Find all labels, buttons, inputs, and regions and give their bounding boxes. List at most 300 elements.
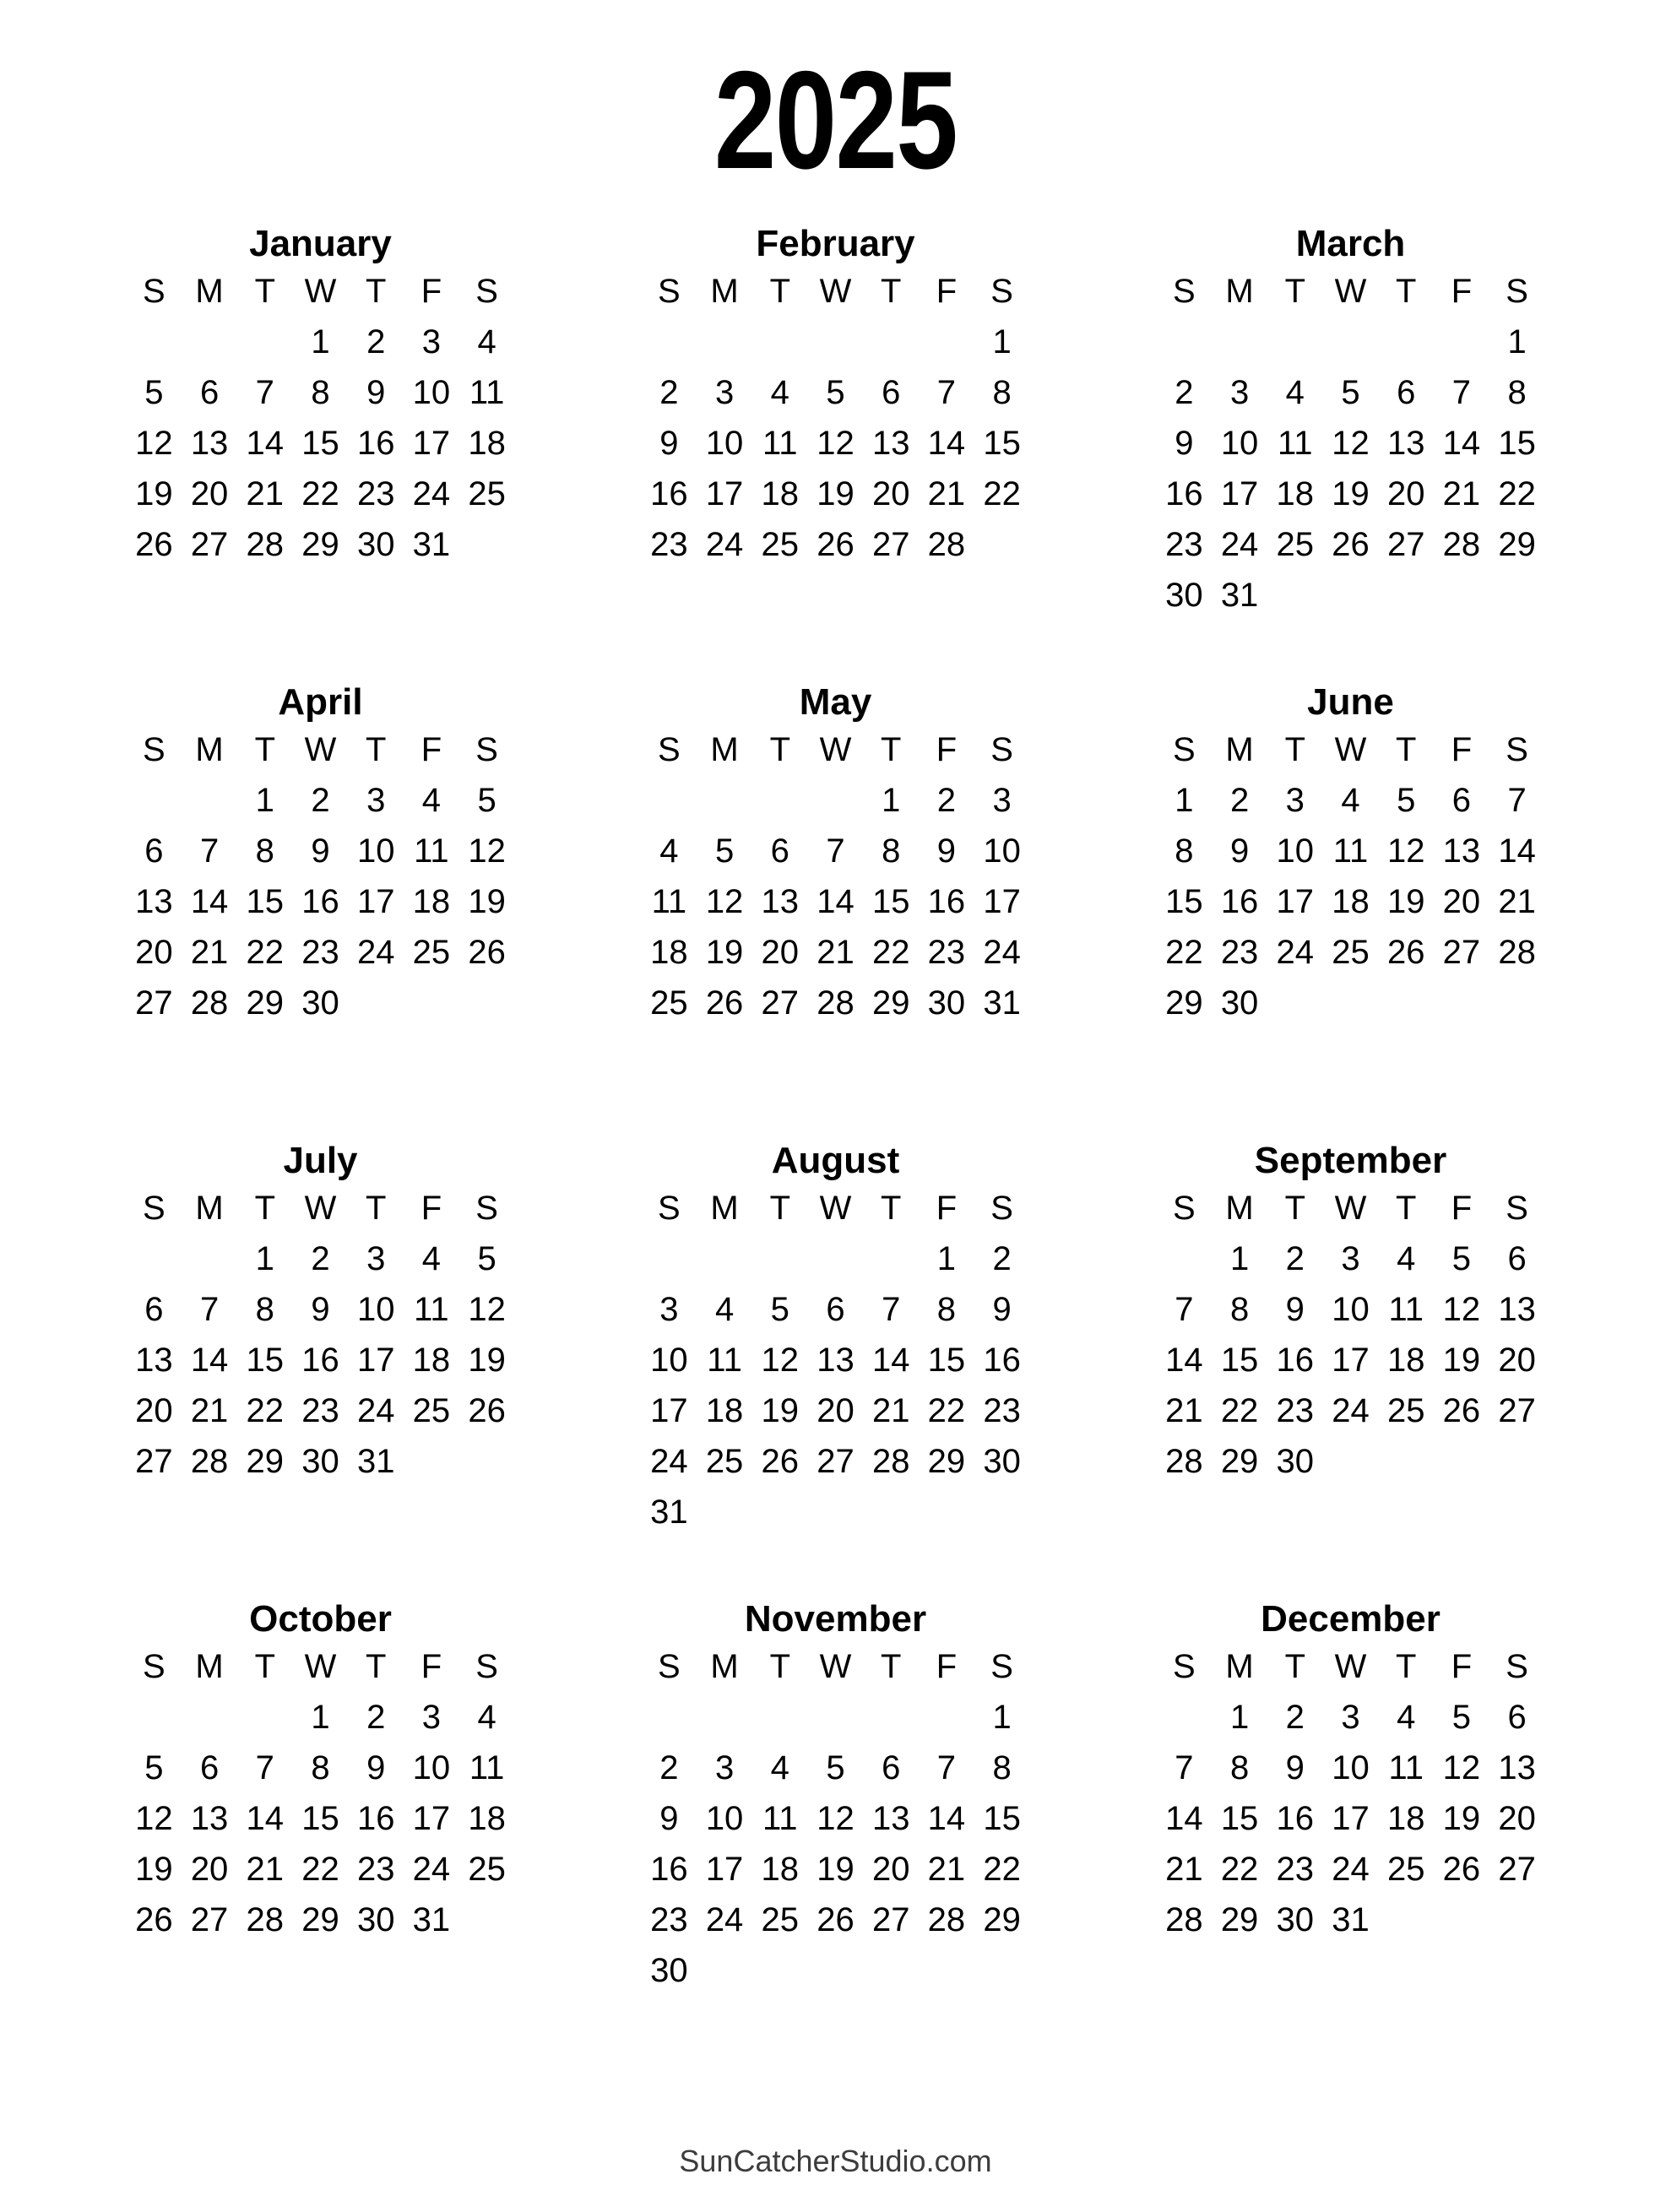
empty-cell xyxy=(459,978,515,1028)
day-header: F xyxy=(420,273,442,310)
month-block-december xyxy=(1157,1597,1545,1996)
date-cell: 6 xyxy=(1397,374,1416,411)
date-cell: 22 xyxy=(1498,475,1536,512)
date-cell: 13 xyxy=(1386,425,1425,462)
empty-cell xyxy=(127,1233,182,1284)
date-cell: 22 xyxy=(246,934,285,971)
date-cell: 18 xyxy=(412,1342,451,1379)
date-cell: 22 xyxy=(927,1392,966,1429)
month-block-november xyxy=(642,1597,1030,1996)
date-cell: 27 xyxy=(1386,526,1425,563)
date-cell: 13 xyxy=(1498,1291,1536,1328)
month-grid xyxy=(127,1183,515,1487)
day-header: W xyxy=(819,273,852,310)
empty-cell xyxy=(1434,570,1489,621)
day-header: T xyxy=(1395,1648,1417,1685)
date-cell: 18 xyxy=(1276,475,1315,512)
day-header: S xyxy=(1173,1648,1196,1685)
date-cell: 17 xyxy=(1220,475,1259,512)
date-cell: 29 xyxy=(983,1901,1021,1938)
day-header: M xyxy=(710,1190,739,1227)
empty-cell xyxy=(459,1895,515,1945)
date-cell: 24 xyxy=(983,934,1021,971)
date-cell: 19 xyxy=(1442,1342,1481,1379)
date-cell: 4 xyxy=(1285,374,1305,411)
date-cell: 20 xyxy=(190,1851,229,1888)
date-cell: 15 xyxy=(301,1800,339,1837)
date-cell: 2 xyxy=(1285,1240,1305,1277)
date-cell: 4 xyxy=(770,1749,789,1786)
day-header: S xyxy=(658,1190,681,1227)
date-cell: 24 xyxy=(650,1443,688,1480)
date-cell: 14 xyxy=(927,425,966,462)
date-cell: 4 xyxy=(770,374,789,411)
day-header: S xyxy=(658,273,681,310)
date-cell: 2 xyxy=(936,782,957,819)
date-cell: 16 xyxy=(301,1342,339,1379)
date-cell: 31 xyxy=(1220,577,1259,614)
day-header: F xyxy=(936,1648,958,1685)
date-cell: 7 xyxy=(1175,1291,1194,1328)
date-cell: 17 xyxy=(412,425,451,462)
day-header: M xyxy=(1225,1648,1254,1685)
date-cell: 16 xyxy=(301,883,339,920)
empty-cell xyxy=(237,317,293,367)
date-cell: 7 xyxy=(199,832,220,870)
empty-cell xyxy=(1489,978,1545,1028)
date-cell: 5 xyxy=(477,1240,496,1277)
date-cell: 2 xyxy=(659,374,679,411)
date-cell: 11 xyxy=(1278,425,1313,462)
empty-cell xyxy=(1267,570,1323,621)
day-header: S xyxy=(990,1190,1013,1227)
date-cell: 24 xyxy=(356,934,395,971)
date-cell: 19 xyxy=(817,1851,854,1888)
day-header: W xyxy=(304,731,337,768)
date-cell: 20 xyxy=(1386,475,1425,512)
date-cell: 4 xyxy=(659,832,679,870)
date-cell: 15 xyxy=(1498,425,1536,462)
empty-cell xyxy=(1378,978,1434,1028)
date-cell: 8 xyxy=(1229,1749,1250,1786)
day-header: M xyxy=(1225,273,1254,310)
date-cell: 29 xyxy=(301,1901,339,1938)
date-cell: 11 xyxy=(1388,1291,1424,1328)
date-cell: 18 xyxy=(1386,1342,1425,1379)
date-cell: 6 xyxy=(1507,1699,1527,1736)
day-header: S xyxy=(1506,1190,1528,1227)
date-cell: 10 xyxy=(412,374,451,411)
date-cell: 5 xyxy=(477,782,496,819)
date-cell: 31 xyxy=(983,984,1021,1022)
empty-cell xyxy=(1434,1895,1489,1945)
day-header: F xyxy=(936,273,958,310)
day-header: T xyxy=(1395,273,1417,310)
month-grid xyxy=(642,1641,1030,1996)
empty-cell xyxy=(1157,1233,1213,1284)
empty-cell xyxy=(752,1945,808,1996)
date-cell: 27 xyxy=(135,1443,173,1480)
date-cell: 11 xyxy=(707,1342,742,1379)
date-cell: 4 xyxy=(477,1699,496,1736)
date-cell: 24 xyxy=(1332,1392,1370,1429)
day-header: S xyxy=(658,1648,681,1685)
date-cell: 19 xyxy=(761,1392,800,1429)
day-header: F xyxy=(1451,1648,1473,1685)
day-header: S xyxy=(475,273,498,310)
date-cell: 18 xyxy=(468,425,506,462)
date-cell: 30 xyxy=(1276,1901,1315,1938)
empty-cell xyxy=(697,1945,752,1996)
date-cell: 16 xyxy=(650,1851,688,1888)
date-cell: 9 xyxy=(311,832,330,870)
day-header: T xyxy=(769,731,790,768)
date-cell: 30 xyxy=(983,1443,1021,1480)
date-cell: 28 xyxy=(1165,1901,1203,1938)
date-cell: 6 xyxy=(882,1749,901,1786)
date-cell: 13 xyxy=(135,883,173,920)
date-cell: 11 xyxy=(414,832,449,870)
date-cell: 11 xyxy=(651,883,687,920)
date-cell: 19 xyxy=(1386,883,1425,920)
date-cell: 8 xyxy=(255,1291,274,1328)
date-cell: 20 xyxy=(761,934,800,971)
date-cell: 15 xyxy=(983,425,1021,462)
date-cell: 11 xyxy=(1332,832,1369,870)
date-cell: 7 xyxy=(936,1749,957,1786)
date-cell: 22 xyxy=(983,475,1021,512)
day-header: W xyxy=(819,731,852,768)
date-cell: 20 xyxy=(190,475,229,512)
date-cell: 3 xyxy=(992,782,1012,819)
empty-cell xyxy=(752,317,808,367)
date-cell: 13 xyxy=(761,883,800,920)
date-cell: 28 xyxy=(246,1901,285,1938)
date-cell: 25 xyxy=(761,1901,800,1938)
date-cell: 10 xyxy=(705,1800,744,1837)
date-cell: 11 xyxy=(414,1291,449,1328)
date-cell: 15 xyxy=(301,425,339,462)
month-title: April xyxy=(278,681,363,723)
empty-cell xyxy=(1378,1436,1434,1487)
date-cell: 20 xyxy=(1498,1342,1536,1379)
date-cell: 1 xyxy=(992,323,1012,361)
empty-cell xyxy=(863,1233,919,1284)
date-cell: 17 xyxy=(983,883,1021,920)
date-cell: 21 xyxy=(1442,475,1481,512)
month-title: October xyxy=(249,1598,392,1640)
month-grid xyxy=(127,266,515,570)
date-cell: 27 xyxy=(761,984,800,1022)
date-cell: 28 xyxy=(817,984,854,1022)
date-cell: 30 xyxy=(356,526,395,563)
day-header: M xyxy=(710,1648,739,1685)
empty-cell xyxy=(1378,317,1434,367)
date-cell: 25 xyxy=(761,526,800,563)
date-cell: 12 xyxy=(1386,832,1425,870)
date-cell: 19 xyxy=(135,475,173,512)
empty-cell xyxy=(1212,317,1267,367)
empty-cell xyxy=(1378,1895,1434,1945)
date-cell: 18 xyxy=(412,883,451,920)
empty-cell xyxy=(697,1233,752,1284)
date-cell: 10 xyxy=(983,832,1021,870)
month-title: January xyxy=(249,223,392,264)
date-cell: 27 xyxy=(190,526,229,563)
date-cell: 8 xyxy=(311,374,330,411)
day-header: T xyxy=(880,1190,902,1227)
empty-cell xyxy=(1267,978,1323,1028)
date-cell: 24 xyxy=(356,1392,395,1429)
date-cell: 13 xyxy=(817,1342,854,1379)
date-cell: 9 xyxy=(1285,1291,1305,1328)
day-header: S xyxy=(143,1190,165,1227)
date-cell: 24 xyxy=(705,526,744,563)
date-cell: 5 xyxy=(1451,1240,1472,1277)
date-cell: 30 xyxy=(356,1901,395,1938)
day-header: S xyxy=(658,731,681,768)
date-cell: 5 xyxy=(1397,782,1416,819)
date-cell: 1 xyxy=(1175,782,1194,819)
empty-cell xyxy=(863,1487,919,1537)
date-cell: 15 xyxy=(246,1342,285,1379)
empty-cell xyxy=(459,519,515,570)
date-cell: 14 xyxy=(1165,1800,1203,1837)
day-header: T xyxy=(769,1648,790,1685)
month-block-september xyxy=(1157,1139,1545,1537)
date-cell: 31 xyxy=(650,1494,688,1531)
date-cell: 14 xyxy=(246,425,285,462)
date-cell: 8 xyxy=(255,832,274,870)
day-header: T xyxy=(1284,731,1305,768)
date-cell: 13 xyxy=(871,1800,910,1837)
date-cell: 20 xyxy=(135,1392,173,1429)
day-header: W xyxy=(1334,1648,1367,1685)
date-cell: 2 xyxy=(659,1749,679,1786)
date-cell: 16 xyxy=(983,1342,1021,1379)
date-cell: 2 xyxy=(366,323,386,361)
date-cell: 14 xyxy=(190,883,229,920)
date-cell: 12 xyxy=(1442,1291,1481,1328)
date-cell: 19 xyxy=(1442,1800,1481,1837)
date-cell: 2 xyxy=(1285,1699,1305,1736)
date-cell: 3 xyxy=(659,1291,679,1328)
empty-cell xyxy=(459,1436,515,1487)
date-cell: 22 xyxy=(301,1851,339,1888)
date-cell: 11 xyxy=(762,1800,798,1837)
date-cell: 4 xyxy=(477,323,496,361)
date-cell: 18 xyxy=(705,1392,744,1429)
date-cell: 6 xyxy=(826,1291,845,1328)
date-cell: 25 xyxy=(1276,526,1315,563)
day-header: T xyxy=(1284,1190,1305,1227)
date-cell: 31 xyxy=(412,526,451,563)
date-cell: 25 xyxy=(468,475,506,512)
date-cell: 27 xyxy=(1498,1392,1536,1429)
date-cell: 25 xyxy=(468,1851,506,1888)
date-cell: 1 xyxy=(1507,323,1527,361)
month-grid xyxy=(127,724,515,1028)
date-cell: 19 xyxy=(1332,475,1370,512)
date-cell: 8 xyxy=(992,1749,1012,1786)
empty-cell xyxy=(808,1692,864,1743)
empty-cell xyxy=(1434,978,1489,1028)
date-cell: 10 xyxy=(1276,832,1315,870)
date-cell: 16 xyxy=(1276,1800,1315,1837)
day-header: T xyxy=(769,1190,790,1227)
date-cell: 24 xyxy=(412,475,451,512)
empty-cell xyxy=(642,775,697,826)
date-cell: 23 xyxy=(1165,526,1203,563)
day-header: T xyxy=(254,1648,275,1685)
date-cell: 1 xyxy=(1229,1699,1250,1736)
date-cell: 1 xyxy=(992,1699,1012,1736)
date-cell: 17 xyxy=(356,1342,395,1379)
date-cell: 8 xyxy=(311,1749,330,1786)
month-block-july xyxy=(127,1139,515,1537)
date-cell: 28 xyxy=(871,1443,910,1480)
empty-cell xyxy=(127,317,182,367)
date-cell: 22 xyxy=(246,1392,285,1429)
date-cell: 9 xyxy=(366,1749,386,1786)
month-title: February xyxy=(756,223,915,264)
month-grid xyxy=(1157,1183,1545,1487)
empty-cell xyxy=(642,1233,697,1284)
empty-cell xyxy=(697,1692,752,1743)
date-cell: 25 xyxy=(412,1392,451,1429)
date-cell: 18 xyxy=(650,934,688,971)
empty-cell xyxy=(697,317,752,367)
date-cell: 22 xyxy=(1220,1392,1259,1429)
date-cell: 11 xyxy=(762,425,798,462)
date-cell: 21 xyxy=(1165,1392,1203,1429)
month-title: May xyxy=(799,681,872,723)
date-cell: 9 xyxy=(1229,832,1250,870)
date-cell: 25 xyxy=(1332,934,1370,971)
date-cell: 9 xyxy=(659,1800,679,1837)
date-cell: 29 xyxy=(927,1443,966,1480)
date-cell: 9 xyxy=(311,1291,330,1328)
date-cell: 14 xyxy=(1442,425,1481,462)
empty-cell xyxy=(1489,570,1545,621)
date-cell: 31 xyxy=(356,1443,395,1480)
empty-cell xyxy=(237,1692,293,1743)
empty-cell xyxy=(863,1945,919,1996)
date-cell: 3 xyxy=(421,1699,442,1736)
empty-cell xyxy=(127,1692,182,1743)
month-grid xyxy=(642,1183,1030,1537)
date-cell: 28 xyxy=(927,526,966,563)
date-cell: 12 xyxy=(817,425,854,462)
date-cell: 23 xyxy=(301,1392,339,1429)
empty-cell xyxy=(1489,1895,1545,1945)
date-cell: 17 xyxy=(412,1800,451,1837)
date-cell: 18 xyxy=(468,1800,506,1837)
date-cell: 3 xyxy=(714,1749,735,1786)
day-header: M xyxy=(710,273,739,310)
date-cell: 12 xyxy=(135,425,173,462)
month-title: June xyxy=(1307,681,1394,723)
date-cell: 18 xyxy=(761,475,800,512)
date-cell: 4 xyxy=(421,1240,442,1277)
date-cell: 29 xyxy=(1220,1901,1259,1938)
month-title: December xyxy=(1261,1598,1440,1640)
date-cell: 7 xyxy=(255,374,274,411)
date-cell: 27 xyxy=(135,984,173,1022)
date-cell: 16 xyxy=(1220,883,1259,920)
date-cell: 12 xyxy=(1442,1749,1481,1786)
day-header: M xyxy=(195,273,224,310)
date-cell: 24 xyxy=(705,1901,744,1938)
date-cell: 29 xyxy=(246,984,285,1022)
date-cell: 23 xyxy=(650,526,688,563)
empty-cell xyxy=(808,1233,864,1284)
date-cell: 17 xyxy=(1332,1800,1370,1837)
date-cell: 12 xyxy=(1332,425,1370,462)
empty-cell xyxy=(974,1487,1030,1537)
empty-cell xyxy=(808,1945,864,1996)
empty-cell xyxy=(1323,317,1379,367)
day-header: T xyxy=(254,731,275,768)
date-cell: 6 xyxy=(199,374,220,411)
date-cell: 13 xyxy=(190,1800,229,1837)
empty-cell xyxy=(182,1233,237,1284)
month-title: November xyxy=(744,1598,927,1640)
empty-cell xyxy=(1378,570,1434,621)
day-header: S xyxy=(1173,273,1196,310)
month-block-august xyxy=(642,1139,1030,1537)
calendar-grid xyxy=(127,222,1545,1996)
day-header: W xyxy=(304,273,337,310)
date-cell: 14 xyxy=(190,1342,229,1379)
date-cell: 26 xyxy=(705,984,744,1022)
date-cell: 7 xyxy=(1451,374,1472,411)
date-cell: 5 xyxy=(144,374,164,411)
date-cell: 28 xyxy=(190,984,229,1022)
date-cell: 14 xyxy=(871,1342,910,1379)
date-cell: 13 xyxy=(1442,832,1481,870)
date-cell: 5 xyxy=(770,1291,789,1328)
day-header: T xyxy=(365,731,387,768)
date-cell: 15 xyxy=(871,883,910,920)
day-header: S xyxy=(1173,1190,1196,1227)
date-cell: 15 xyxy=(983,1800,1021,1837)
date-cell: 10 xyxy=(356,832,395,870)
date-cell: 16 xyxy=(927,883,966,920)
day-header: M xyxy=(195,1190,224,1227)
date-cell: 30 xyxy=(1220,984,1259,1022)
date-cell: 5 xyxy=(826,374,845,411)
date-cell: 7 xyxy=(882,1291,901,1328)
date-cell: 17 xyxy=(1332,1342,1370,1379)
day-header: S xyxy=(1506,273,1528,310)
empty-cell xyxy=(1157,1692,1213,1743)
date-cell: 7 xyxy=(199,1291,220,1328)
day-header: T xyxy=(880,273,902,310)
month-block-january xyxy=(127,222,515,621)
empty-cell xyxy=(182,317,237,367)
date-cell: 21 xyxy=(927,1851,966,1888)
date-cell: 10 xyxy=(1220,425,1259,462)
date-cell: 25 xyxy=(705,1443,744,1480)
month-grid xyxy=(642,266,1030,570)
day-header: T xyxy=(365,1648,387,1685)
date-cell: 13 xyxy=(190,425,229,462)
day-header: T xyxy=(365,273,387,310)
date-cell: 26 xyxy=(761,1443,800,1480)
empty-cell xyxy=(404,1436,459,1487)
date-cell: 21 xyxy=(190,1392,229,1429)
